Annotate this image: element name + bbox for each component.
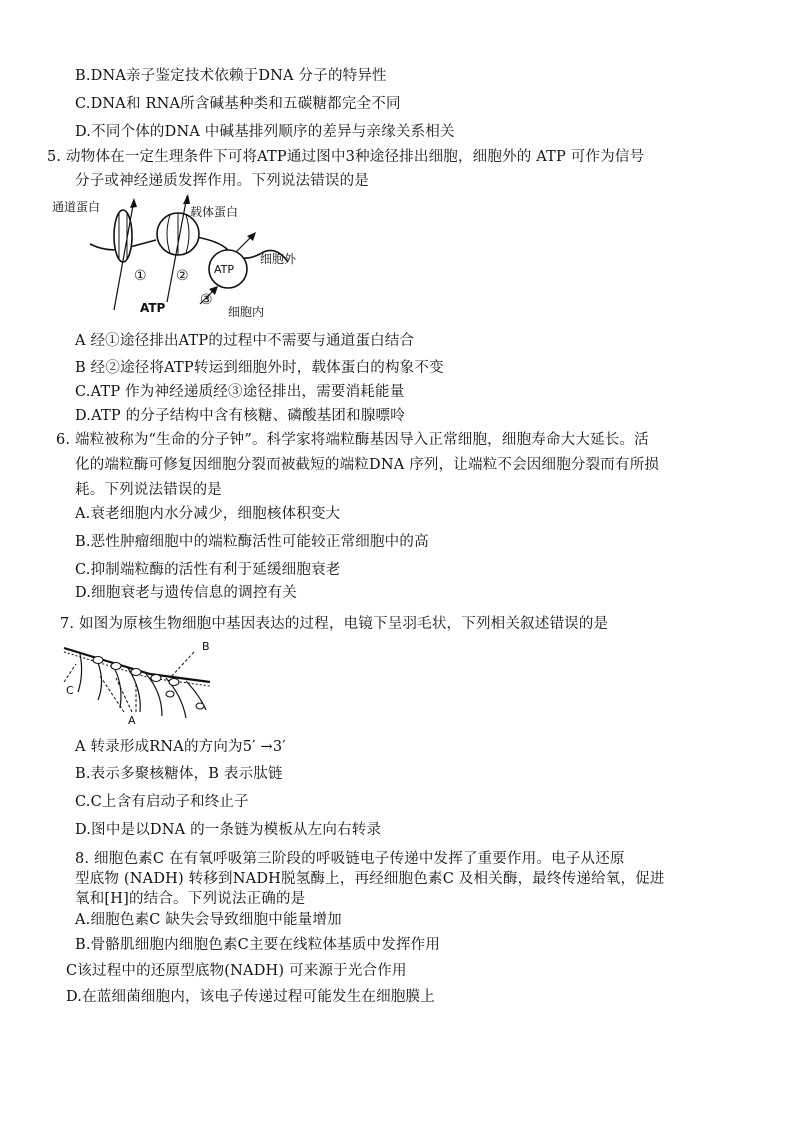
q8-stem-line-2: 型底物 (NADH) 转移到NADH脱氢酶上，再经细胞色素C 及相关酶，最终传递给氧，促进 xyxy=(75,871,665,887)
q5-option-c: C.ATP 作为神经递质经③途径排出，需要消耗能量 xyxy=(75,384,405,400)
q8-stem-line-3: 氧和[H]的结合。下列说法正确的是 xyxy=(75,891,306,907)
q7-option-d: D.图中是以DNA 的一条链为模板从左向右转录 xyxy=(75,822,382,838)
q5-option-a: A 经①途径排出ATP的过程中不需要与通道蛋白结合 xyxy=(75,333,415,349)
label-channel-protein: 通道蛋白 xyxy=(52,200,101,214)
q8-option-b: B.骨骼肌细胞内细胞色素C主要在线粒体基质中发挥作用 xyxy=(75,937,441,953)
label-path-1: ① xyxy=(134,268,147,284)
q6-option-b: B.恶性肿瘤细胞中的端粒酶活性可能较正常细胞中的高 xyxy=(75,534,429,550)
q5-stem-line-2: 分子或神经递质发挥作用。下列说法错误的是 xyxy=(75,173,369,189)
carrier-protein-shape xyxy=(157,213,199,255)
q7-option-c: C.C上含有启动子和终止子 xyxy=(75,794,249,810)
q6-option-a: A.衰老细胞内水分减少，细胞核体积变大 xyxy=(75,506,341,522)
q6-option-c: C.抑制端粒酶的活性有利于延缓细胞衰老 xyxy=(75,562,341,578)
label-b: B xyxy=(202,640,210,653)
q7-option-b: B.表示多聚核糖体，B 表示肽链 xyxy=(75,766,283,782)
label-c: C xyxy=(66,684,74,697)
q6-option-d: D.细胞衰老与遗传信息的调控有关 xyxy=(75,585,297,601)
q5-membrane-figure xyxy=(50,192,312,324)
arrow-head-icon xyxy=(183,194,190,204)
q6-stem-line-2: 化的端粒酶可修复因细胞分裂而被截短的端粒DNA 序列，让端粒不会因细胞分裂而有所损 xyxy=(75,457,660,473)
q7-option-a: A 转录形成RNA的方向为5′ →3′ xyxy=(75,739,286,755)
arrow-head-icon xyxy=(130,198,137,208)
label-carrier-protein: 载体蛋白 xyxy=(190,205,239,219)
q8-stem-line-1: 8. 细胞色素C 在有氧呼吸第三阶段的呼吸链电子传递中发挥了重要作用。电子从还原 xyxy=(75,851,625,867)
q4-option-b: B.DNA亲子鉴定技术依赖于DNA 分子的特异性 xyxy=(75,68,387,84)
label-path-3: ③ xyxy=(200,292,213,308)
q8-option-c: C该过程中的还原型底物(NADH) 可来源于光合作用 xyxy=(66,963,407,979)
q5-option-d: D.ATP 的分子结构中含有核糖、磷酸基团和腺嘌呤 xyxy=(75,408,405,424)
q6-stem-line-3: 耗。下列说法错误的是 xyxy=(75,482,222,498)
label-atp-vesicle: ATP xyxy=(214,263,235,276)
q7-stem: 7. 如图为原核生物细胞中基因表达的过程，电镜下呈羽毛状，下列相关叙述错误的是 xyxy=(60,616,609,632)
q4-option-c: C.DNA和 RNA所含碱基种类和五碳糖都完全不同 xyxy=(75,96,401,112)
label-atp-bottom: ATP xyxy=(140,301,166,315)
label-path-2: ② xyxy=(176,268,189,284)
q8-option-d: D.在蓝细菌细胞内，该电子传递过程可能发生在细胞膜上 xyxy=(66,989,435,1005)
channel-protein-shape xyxy=(114,210,132,262)
label-inside-cell: 细胞内 xyxy=(228,305,265,319)
q6-stem-line-1: 6. 端粒被称为“生命的分子钟”。科学家将端粒酶基因导入正常细胞，细胞寿命大大延长。活 xyxy=(56,432,649,448)
q5-option-b: B 经②途径将ATP转运到细胞外时，载体蛋白的构象不变 xyxy=(75,360,444,376)
label-outside-cell: 细胞外 xyxy=(260,252,297,266)
q4-option-d: D.不同个体的DNA 中碱基排列顺序的差异与亲缘关系相关 xyxy=(75,124,455,140)
q8-option-a: A.细胞色素C 缺失会导致细胞中能量增加 xyxy=(75,912,342,928)
label-a: A xyxy=(128,714,136,727)
q7-polyribosome-figure xyxy=(50,634,230,730)
dna-strand xyxy=(64,648,210,682)
q5-stem-line-1: 5. 动物体在一定生理条件下可将ATP通过图中3种途径排出细胞，细胞外的 ATP 可作为信号 xyxy=(47,149,645,165)
